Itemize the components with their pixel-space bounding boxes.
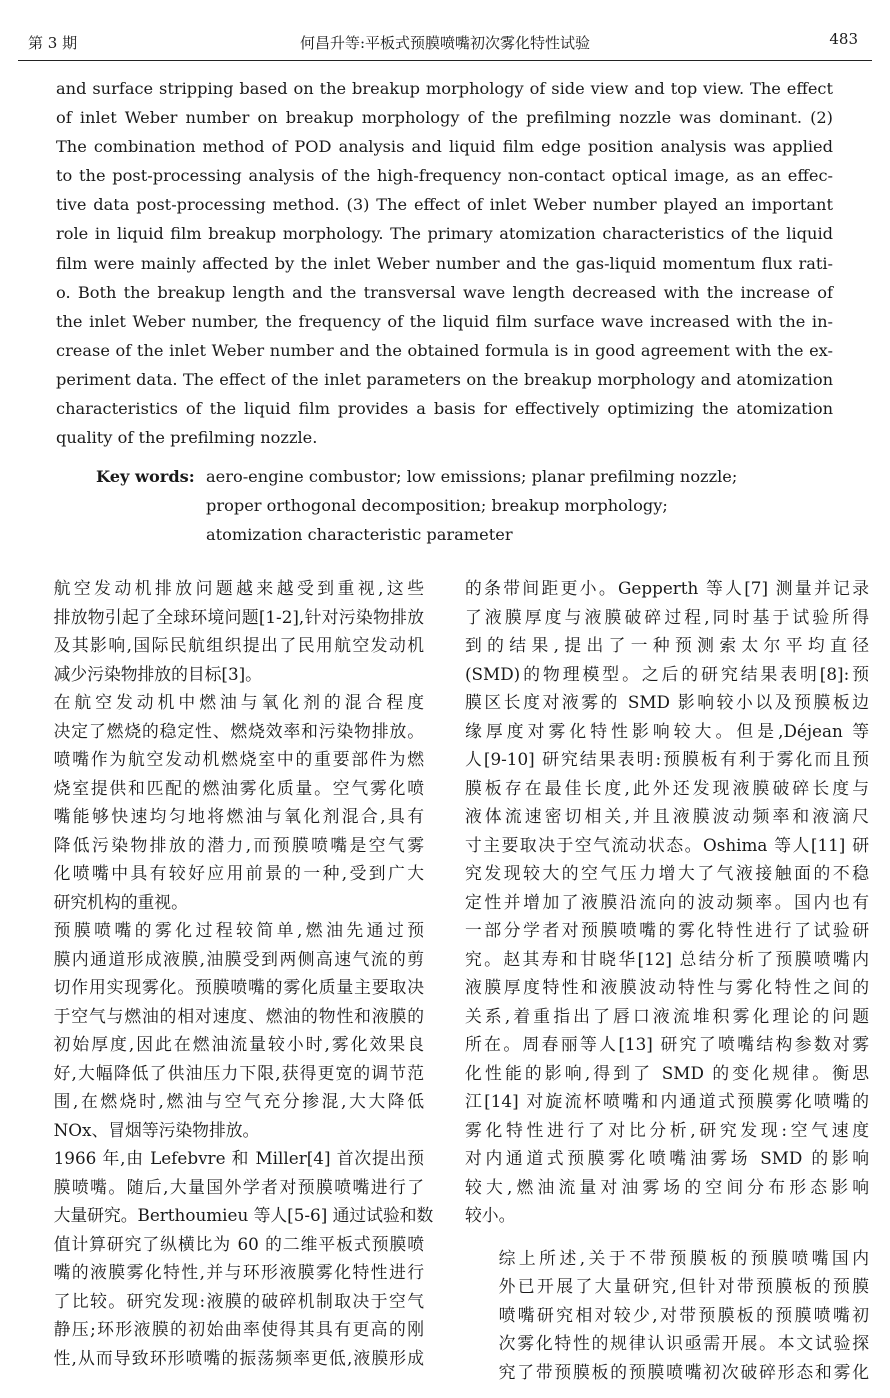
text-line: 江[14] 对旋流杯喷嘴和内通道式预膜雾化喷嘴的 (465, 1091, 869, 1111)
text-line: 了比较。研究发现:液膜的破碎机制取决于空气 (53, 1290, 424, 1311)
paragraph (20, 1144, 434, 1372)
text-line: 次雾化特性的规律认识亟需开展。本文试验探 (498, 1333, 869, 1353)
text-line: role in liquid film breakup morphology. The primary atomization characteristics of the liquid (56, 224, 833, 244)
running-header (18, 18, 872, 61)
text-line: 性,从而导致环形喷嘴的振荡频率更低,液膜形成 (53, 1347, 424, 1368)
text-line: 究了带预膜板的预膜喷嘴初次破碎形态和雾化 (498, 1361, 869, 1382)
text-line: 在航空发动机中燃油与氧化剂的混合程度 (53, 692, 424, 712)
text-line: 究发现较大的空气压力增大了气液接触面的不稳 (465, 863, 869, 883)
text-line: 预膜喷嘴的雾化过程较简单,燃油先通过预 (53, 920, 424, 940)
text-line: 嘴能够快速均匀地将燃油与氧化剂混合,具有 (53, 806, 424, 826)
text-line: 于空气与燃油的相对速度、燃油的物性和液膜的 (53, 1005, 424, 1026)
text-line: 及其影响,国际民航组织提出了民用航空发动机 (53, 635, 424, 655)
text-line: 静压;环形液膜的初始曲率使得其具有更高的刚 (53, 1319, 424, 1339)
text-line: 较小。 (465, 1205, 516, 1225)
text-line: 雾化特性进行了对比分析,研究发现:空气速度 (465, 1119, 869, 1140)
text-line: of inlet Weber number on breakup morphology of the prefilming nozzle was dominant. (2) (56, 108, 833, 128)
text-line: (SMD)的物理模型。之后的研究结果表明[8]:预 (465, 663, 869, 684)
text-line: 决定了燃烧的稳定性、燃烧效率和污染物排放。 (53, 720, 424, 741)
right-column (465, 574, 869, 1386)
text-line: 较大,燃油流量对油雾场的空间分布形态影响 (465, 1176, 869, 1197)
text-line: quality of the prefilming nozzle. (56, 428, 318, 448)
text-line: 缘厚度对雾化特性影响较大。但是,Déjean 等 (465, 720, 869, 741)
keyword-line: proper orthogonal decomposition; breakup morphology; (206, 496, 668, 515)
text-line: characteristics of the liquid film provides a basis for effectively optimizing the atomization (56, 399, 833, 419)
text-line: 综上所述,关于不带预膜板的预膜喷嘴国内 (498, 1247, 869, 1268)
text-line: 减少污染物排放的目标[3]。 (53, 663, 262, 684)
text-line: 一部分学者对预膜喷嘴的雾化特性进行了试验研 (465, 920, 869, 940)
text-line: crease of the inlet Weber number and the obtained formula is in good agreement with the ex- (56, 340, 833, 360)
text-line: 围,在燃烧时,燃油与空气充分掺混,大大降低 (53, 1091, 424, 1111)
text-line: 膜内通道形成液膜,油膜受到两侧高速气流的剪 (53, 948, 424, 969)
text-line: 航空发动机排放问题越来越受到重视,这些 (53, 578, 424, 598)
text-line: 切作用实现雾化。预膜喷嘴的雾化质量主要取决 (53, 977, 424, 997)
text-line: o. Both the breakup length and the transversal wave length decreased with the increase of (56, 282, 833, 302)
paragraph (465, 574, 869, 1230)
text-line: 降低污染物排放的潜力,而预膜喷嘴是空气雾 (53, 834, 424, 855)
text-line: NOx、冒烟等污染物排放。 (53, 1119, 260, 1140)
paragraph (20, 574, 424, 688)
keyword-line: aero-engine combustor; low emissions; planar prefilming nozzle; (206, 467, 738, 486)
text-line: 膜喷嘴。随后,大量国外学者对预膜喷嘴进行了 (53, 1176, 424, 1197)
text-line: to the post-processing analysis of the high-frequency non-contact optical image, as an effec- (56, 166, 833, 186)
text-line: 膜区长度对液雾的 SMD 影响较小以及预膜板边 (465, 692, 869, 712)
text-line: the inlet Weber number, the frequency of the liquid film surface wave increased with the in- (56, 311, 833, 331)
text-line: 究。赵其寿和甘晓华[12] 总结分析了预膜喷嘴内 (465, 948, 869, 969)
text-line: The combination method of POD analysis and liquid film edge position analysis was applied (56, 137, 833, 157)
text-line: 化喷嘴中具有较好应用前景的一种,受到广大 (53, 863, 424, 883)
text-line: 外已开展了大量研究,但针对带预膜板的预膜 (498, 1276, 869, 1296)
keyword-line: atomization characteristic parameter (206, 525, 513, 544)
text-line: and surface stripping based on the breakup morphology of side view and top view. The effect (56, 79, 833, 98)
keywords-label: Key words: (96, 467, 195, 486)
text-line: 寸主要取决于空气流动状态。Oshima 等人[11] 研 (465, 834, 869, 855)
text-line: 研究机构的重视。 (53, 891, 188, 912)
english-abstract (56, 74, 833, 452)
text-line: periment data. The effect of the inlet parameters on the breakup morphology and atomization (56, 369, 833, 389)
left-column (20, 574, 434, 1372)
text-line: 液体流速密切相关,并且液膜波动频率和液滴尺 (465, 806, 869, 826)
paragraph (20, 688, 424, 916)
text-line: 了液膜厚度与液膜破碎过程,同时基于试验所得 (465, 606, 869, 627)
text-line: film were mainly affected by the inlet Weber number and the gas-liquid momentum flux rati- (56, 253, 833, 273)
keywords-list (206, 462, 806, 549)
text-line: 1966 年,由 Lefebvre 和 Miller[4] 首次提出预 (53, 1148, 424, 1168)
text-line: 初始厚度,因此在燃油流量较小时,雾化效果良 (53, 1034, 424, 1054)
paragraph (20, 916, 424, 1144)
text-line: 对内通道式预膜雾化喷嘴油雾场 SMD 的影响 (465, 1148, 869, 1168)
text-line: 嘴的液膜雾化特性,并与环形液膜雾化特性进行 (53, 1262, 424, 1282)
issue-number: 第 3 期 (28, 34, 78, 52)
text-line: 的条带间距更小。Gepperth 等人[7] 测量并记录 (465, 578, 869, 598)
text-line: 液膜厚度特性和液膜波动特性与雾化特性之间的 (465, 977, 869, 997)
text-line: 人[9-10] 研究结果表明:预膜板有利于雾化而且预 (465, 749, 869, 769)
text-line: 值计算研究了纵横比为 60 的二维平板式预膜喷 (53, 1233, 424, 1254)
text-line: 喷嘴研究相对较少,对带预膜板的预膜喷嘴初 (498, 1304, 869, 1325)
text-line: 关系,着重指出了唇口液流堆积雾化理论的问题 (465, 1005, 869, 1026)
paragraph (465, 1244, 869, 1387)
text-line: 膜板存在最佳长度,此外还发现液膜破碎长度与 (465, 777, 869, 798)
page-number: 483 (829, 30, 858, 48)
text-line: 好,大幅降低了供油压力下限,获得更宽的调节范 (53, 1062, 424, 1083)
text-line: 到的结果,提出了一种预测索太尔平均直径 (465, 635, 869, 655)
text-line: 化性能的影响,得到了 SMD 的变化规律。衡思 (465, 1062, 869, 1083)
text-line: 所在。周春丽等人[13] 研究了喷嘴结构参数对雾 (465, 1034, 869, 1054)
text-line: 烧室提供和匹配的燃油雾化质量。空气雾化喷 (53, 777, 424, 798)
running-title: 何昌升等:平板式预膜喷嘴初次雾化特性试验 (299, 34, 591, 52)
text-line: 大量研究。Berthoumieu 等人[5-6] 通过试验和数 (53, 1205, 434, 1225)
text-line: 喷嘴作为航空发动机燃烧室中的重要部件为燃 (53, 749, 424, 769)
text-line: tive data post-processing method. (3) The effect of inlet Weber number played an important (56, 195, 833, 215)
text-line: 排放物引起了全球环境问题[1-2],针对污染物排放 (53, 606, 424, 627)
text-line: 定性并增加了液膜沿流向的波动频率。国内也有 (465, 891, 869, 912)
